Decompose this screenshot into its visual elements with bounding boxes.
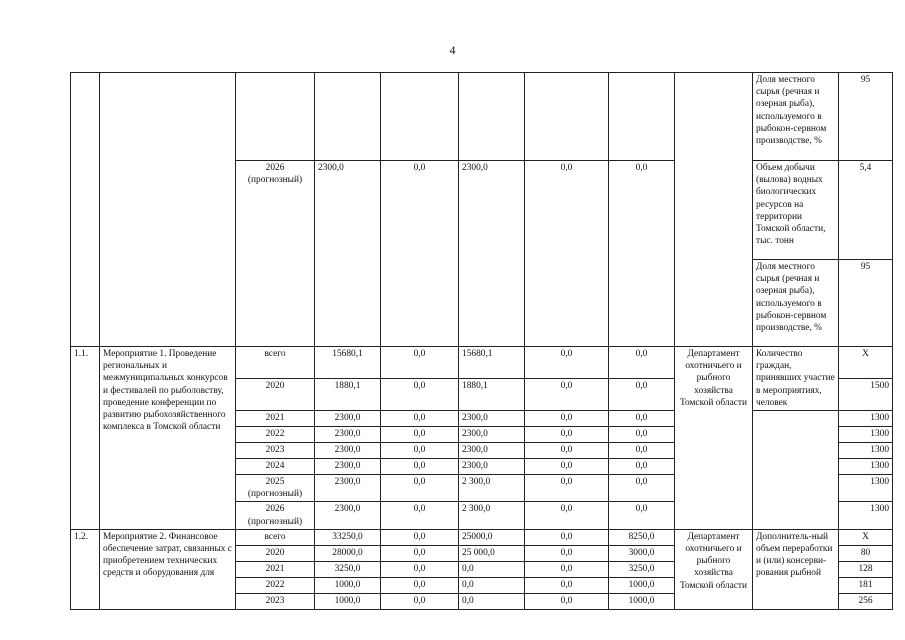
- measure-name: Мероприятие 2. Финансовое обеспечение затрат, связанных с приобретением технических средств и оборудования для: [100, 529, 236, 609]
- local-cell: 0,0: [525, 459, 609, 475]
- indicator-value: 80: [839, 545, 893, 561]
- local-cell: 0,0: [525, 502, 609, 529]
- federal-cell: 0,0: [381, 427, 459, 443]
- total-cell: 2300,0: [315, 161, 381, 347]
- local-cell: 0,0: [525, 529, 609, 545]
- federal-cell: 0,0: [381, 161, 459, 347]
- indicator-value: 1300: [839, 475, 893, 502]
- year-cell: 2023: [236, 593, 315, 609]
- table-row: [71, 529, 893, 545]
- federal-cell: 0,0: [381, 529, 459, 545]
- indicator-name: Количество граждан, принявших участие в мероприятиях, человек: [753, 347, 839, 411]
- local-cell: 0,0: [525, 427, 609, 443]
- total-cell: 33250,0: [315, 529, 381, 545]
- indicator-name: Доля местного сырья (речная и озерная рыба), используемого в рыбокон-сервном производстве, %: [753, 260, 839, 347]
- federal-cell: 0,0: [381, 475, 459, 502]
- indicator-value: 181: [839, 577, 893, 593]
- indicator-value: 1500: [839, 379, 893, 411]
- federal-cell: 0,0: [381, 593, 459, 609]
- indicator-value: 1300: [839, 427, 893, 443]
- indicator-name: Доля местного сырья (речная и озерная рыба), используемого в рыбокон-сервном производстве, %: [753, 73, 839, 161]
- measure-number: 1.2.: [71, 529, 100, 609]
- extra-cell: 1000,0: [609, 577, 675, 593]
- regional-cell: 2300,0: [459, 427, 525, 443]
- total-cell: 2300,0: [315, 427, 381, 443]
- year-cell: 2021: [236, 411, 315, 427]
- federal-cell: 0,0: [381, 411, 459, 427]
- local-cell: 0,0: [525, 347, 609, 379]
- total-cell: 2300,0: [315, 475, 381, 502]
- total-cell: 28000,0: [315, 545, 381, 561]
- local-cell: 0,0: [525, 593, 609, 609]
- regional-cell: 25000,0: [459, 529, 525, 545]
- regional-cell: 25 000,0: [459, 545, 525, 561]
- total-cell: 1880,1: [315, 379, 381, 411]
- local-cell: 0,0: [525, 443, 609, 459]
- regional-cell: 2300,0: [459, 411, 525, 427]
- regional-cell: 15680,1: [459, 347, 525, 379]
- federal-cell: 0,0: [381, 459, 459, 475]
- local-cell: 0,0: [525, 161, 609, 347]
- year-cell: 2023: [236, 443, 315, 459]
- indicator-value: 1300: [839, 502, 893, 529]
- year-cell: 2025 (прогнозный): [236, 475, 315, 502]
- table-row: [71, 73, 893, 161]
- regional-cell: 0,0: [459, 561, 525, 577]
- indicator-value: 128: [839, 561, 893, 577]
- federal-cell: 0,0: [381, 502, 459, 529]
- local-cell: 0,0: [525, 577, 609, 593]
- program-table: [70, 72, 893, 610]
- indicator-value: 1300: [839, 443, 893, 459]
- regional-cell: 0,0: [459, 593, 525, 609]
- year-cell: 2026 (прогнозный): [236, 161, 315, 347]
- total-cell: 2300,0: [315, 502, 381, 529]
- federal-cell: 0,0: [381, 347, 459, 379]
- extra-cell: 3000,0: [609, 545, 675, 561]
- total-cell: 1000,0: [315, 593, 381, 609]
- year-cell: 2022: [236, 577, 315, 593]
- total-cell: 2300,0: [315, 459, 381, 475]
- regional-cell: 0,0: [459, 577, 525, 593]
- extra-cell: 0,0: [609, 411, 675, 427]
- indicator-value: 95: [839, 260, 893, 347]
- total-cell: 2300,0: [315, 411, 381, 427]
- indicator-value: Х: [839, 347, 893, 379]
- year-cell: 2020: [236, 545, 315, 561]
- extra-cell: 3250,0: [609, 561, 675, 577]
- measure-number: 1.1.: [71, 347, 100, 530]
- federal-cell: 0,0: [381, 545, 459, 561]
- extra-cell: 0,0: [609, 161, 675, 347]
- year-cell: 2021: [236, 561, 315, 577]
- total-cell: 15680,1: [315, 347, 381, 379]
- indicator-name: Дополнитель-ный объем переработки и (или) консерви-рования рыбной: [753, 529, 839, 609]
- year-cell: 2026 (прогнозный): [236, 502, 315, 529]
- local-cell: 0,0: [525, 561, 609, 577]
- federal-cell: 0,0: [381, 561, 459, 577]
- year-cell: всего: [236, 529, 315, 545]
- indicator-value: 1300: [839, 411, 893, 427]
- executor: Департамент охотничьего и рыбного хозяйства Томской области: [675, 347, 753, 530]
- regional-cell: 2300,0: [459, 161, 525, 347]
- measure-name: Мероприятие 1. Проведение региональных и межмуниципальных конкурсов и фестивалей по рыболовству, проведение конференции по развитию рыбохозяйственного комплекса в Томской области: [100, 347, 236, 530]
- local-cell: 0,0: [525, 379, 609, 411]
- indicator-value: Х: [839, 529, 893, 545]
- local-cell: 0,0: [525, 475, 609, 502]
- year-cell: всего: [236, 347, 315, 379]
- total-cell: 3250,0: [315, 561, 381, 577]
- local-cell: 0,0: [525, 411, 609, 427]
- extra-cell: 0,0: [609, 475, 675, 502]
- table-row: [71, 347, 893, 379]
- regional-cell: 2300,0: [459, 443, 525, 459]
- extra-cell: 0,0: [609, 379, 675, 411]
- extra-cell: 0,0: [609, 459, 675, 475]
- total-cell: 1000,0: [315, 577, 381, 593]
- extra-cell: 0,0: [609, 443, 675, 459]
- executor: Департамент охотничьего и рыбного хозяйства Томской области: [675, 529, 753, 609]
- local-cell: 0,0: [525, 545, 609, 561]
- extra-cell: 0,0: [609, 427, 675, 443]
- regional-cell: 2 300,0: [459, 502, 525, 529]
- indicator-value: 95: [839, 73, 893, 161]
- year-cell: 2022: [236, 427, 315, 443]
- regional-cell: 2300,0: [459, 459, 525, 475]
- regional-cell: 1880,1: [459, 379, 525, 411]
- indicator-value: 256: [839, 593, 893, 609]
- indicator-value: 5,4: [839, 161, 893, 260]
- extra-cell: 0,0: [609, 347, 675, 379]
- federal-cell: 0,0: [381, 577, 459, 593]
- indicator-value: 1300: [839, 459, 893, 475]
- regional-cell: 2 300,0: [459, 475, 525, 502]
- extra-cell: 1000,0: [609, 593, 675, 609]
- extra-cell: 0,0: [609, 502, 675, 529]
- indicator-name: Объем добычи (вылова) водных биологических ресурсов на территории Томской области, тыс. тонн: [753, 161, 839, 260]
- federal-cell: 0,0: [381, 443, 459, 459]
- total-cell: 2300,0: [315, 443, 381, 459]
- federal-cell: 0,0: [381, 379, 459, 411]
- year-cell: 2020: [236, 379, 315, 411]
- page-number: 4: [449, 43, 456, 57]
- extra-cell: 8250,0: [609, 529, 675, 545]
- year-cell: 2024: [236, 459, 315, 475]
